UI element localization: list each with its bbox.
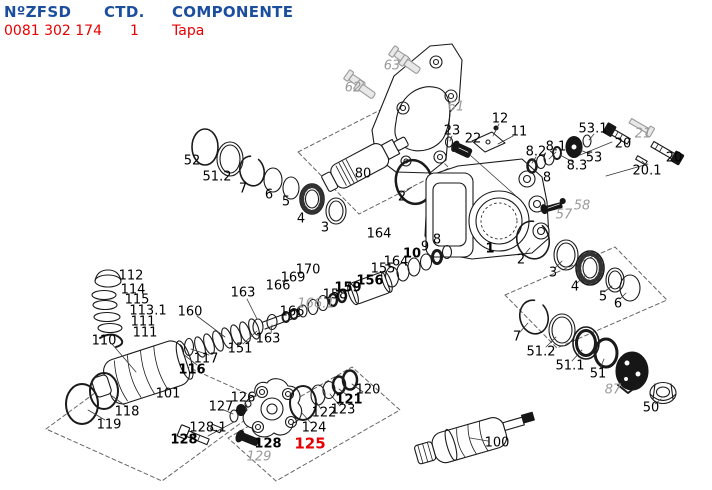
part-label-163[interactable]: 163: [230, 285, 256, 301]
part-label-3[interactable]: 3: [320, 220, 330, 236]
part-label-23[interactable]: 23: [443, 123, 461, 139]
part-label-51[interactable]: 51: [589, 366, 607, 382]
part-label-125[interactable]: 125: [294, 434, 326, 453]
part-label-128[interactable]: 128: [170, 432, 198, 448]
part-label-8.3[interactable]: 8.3: [566, 158, 588, 174]
part-label-51.2[interactable]: 51.2: [526, 344, 556, 360]
part-label-51.2[interactable]: 51.2: [202, 169, 232, 185]
part-label-155[interactable]: 155: [370, 261, 396, 277]
part-label-118[interactable]: 118: [114, 404, 140, 420]
part-label-101[interactable]: 101: [155, 386, 181, 402]
part-label-53[interactable]: 53: [585, 150, 603, 166]
part-label-164[interactable]: 164: [366, 226, 392, 242]
part-label-113.1[interactable]: 113.1: [129, 303, 167, 319]
column-component: COMPONENTE: [172, 3, 294, 21]
column-qty: CTD.: [104, 3, 145, 21]
part-label-122[interactable]: 122: [311, 405, 337, 421]
part-label-117[interactable]: 117: [193, 351, 219, 367]
part-label-110[interactable]: 110: [91, 333, 117, 349]
part-label-63: 63: [383, 58, 401, 74]
part-label-151[interactable]: 151: [227, 341, 253, 357]
part-label-4[interactable]: 4: [570, 279, 580, 295]
part-label-62: 62: [344, 80, 362, 96]
part-label-20[interactable]: 20: [665, 150, 683, 166]
part-label-80[interactable]: 80: [354, 166, 372, 182]
part-label-128[interactable]: 128: [254, 436, 282, 452]
part-label-22[interactable]: 22: [464, 131, 482, 147]
part-label-170[interactable]: 170: [295, 262, 321, 278]
part-label-116[interactable]: 116: [178, 362, 206, 378]
part-label-160[interactable]: 160: [177, 304, 203, 320]
part-label-1[interactable]: 1: [485, 241, 495, 257]
part-label-53.1[interactable]: 53.1: [578, 121, 608, 137]
part-label-2[interactable]: 2: [516, 252, 526, 268]
part-label-51.1[interactable]: 51.1: [555, 358, 585, 374]
part-label-5[interactable]: 5: [281, 194, 291, 210]
part-label-8.2[interactable]: 8.2: [525, 144, 547, 160]
part-label-166.1: 166.1: [297, 296, 335, 312]
part-label-121[interactable]: 121: [335, 392, 363, 408]
qty-value: 1: [130, 23, 139, 39]
part-label-57: 57: [555, 207, 573, 223]
part-label-50[interactable]: 50: [642, 400, 660, 416]
part-label-7[interactable]: 7: [512, 329, 522, 345]
part-label-9[interactable]: 9: [420, 239, 430, 255]
part-label-6[interactable]: 6: [613, 296, 623, 312]
part-label-6[interactable]: 6: [264, 187, 274, 203]
part-label-11[interactable]: 11: [510, 124, 528, 140]
part-label-128.1[interactable]: 128.1: [189, 420, 227, 436]
part-label-120[interactable]: 120: [355, 382, 381, 398]
part-label-114[interactable]: 114: [120, 282, 146, 298]
part-label-8[interactable]: 8: [432, 232, 442, 248]
part-label-21: 21: [634, 126, 652, 142]
part-label-126[interactable]: 126: [230, 390, 256, 406]
part-label-127[interactable]: 127: [208, 399, 234, 415]
part-label-158[interactable]: 158: [322, 287, 348, 303]
part-label-159[interactable]: 159: [334, 280, 362, 296]
part-label-20.1[interactable]: 20.1: [632, 163, 662, 179]
part-label-164[interactable]: 164: [383, 254, 409, 270]
part-label-156[interactable]: 156: [356, 273, 384, 289]
part-label-87: 87: [604, 382, 622, 398]
part-label-52[interactable]: 52: [183, 153, 201, 169]
column-part-number: NºZFSD: [4, 3, 72, 21]
part-label-124[interactable]: 124: [301, 420, 327, 436]
part-label-111[interactable]: 111: [130, 314, 156, 330]
part-label-8.1[interactable]: 8.1: [545, 139, 567, 155]
part-label-5[interactable]: 5: [598, 289, 608, 305]
part-label-58: 58: [573, 198, 591, 214]
part-label-169[interactable]: 169: [280, 270, 306, 286]
part-label-3[interactable]: 3: [548, 265, 558, 281]
part-label-20[interactable]: 20: [614, 136, 632, 152]
part-label-163[interactable]: 163: [255, 331, 281, 347]
part-label-7[interactable]: 7: [238, 181, 248, 197]
part-label-111[interactable]: 111: [132, 325, 158, 341]
part-label-100[interactable]: 100: [484, 435, 510, 451]
part-label-10[interactable]: 10: [402, 246, 422, 262]
part-label-129: 129: [246, 449, 272, 465]
part-label-112[interactable]: 112: [118, 268, 144, 284]
part-label-8[interactable]: 8: [542, 170, 552, 186]
part-label-119[interactable]: 119: [96, 417, 122, 433]
part-label-4[interactable]: 4: [296, 211, 306, 227]
part-label-166[interactable]: 166: [265, 278, 291, 294]
part-label-166[interactable]: 166: [279, 304, 305, 320]
part-label-123[interactable]: 123: [330, 402, 356, 418]
part-label-61: 61: [447, 99, 465, 115]
part-label-2[interactable]: 2: [397, 189, 407, 205]
part-number-value: 0081 302 174: [4, 23, 102, 39]
part-label-115[interactable]: 115: [124, 292, 150, 308]
component-value: Tapa: [172, 23, 205, 39]
part-label-12[interactable]: 12: [491, 111, 509, 127]
